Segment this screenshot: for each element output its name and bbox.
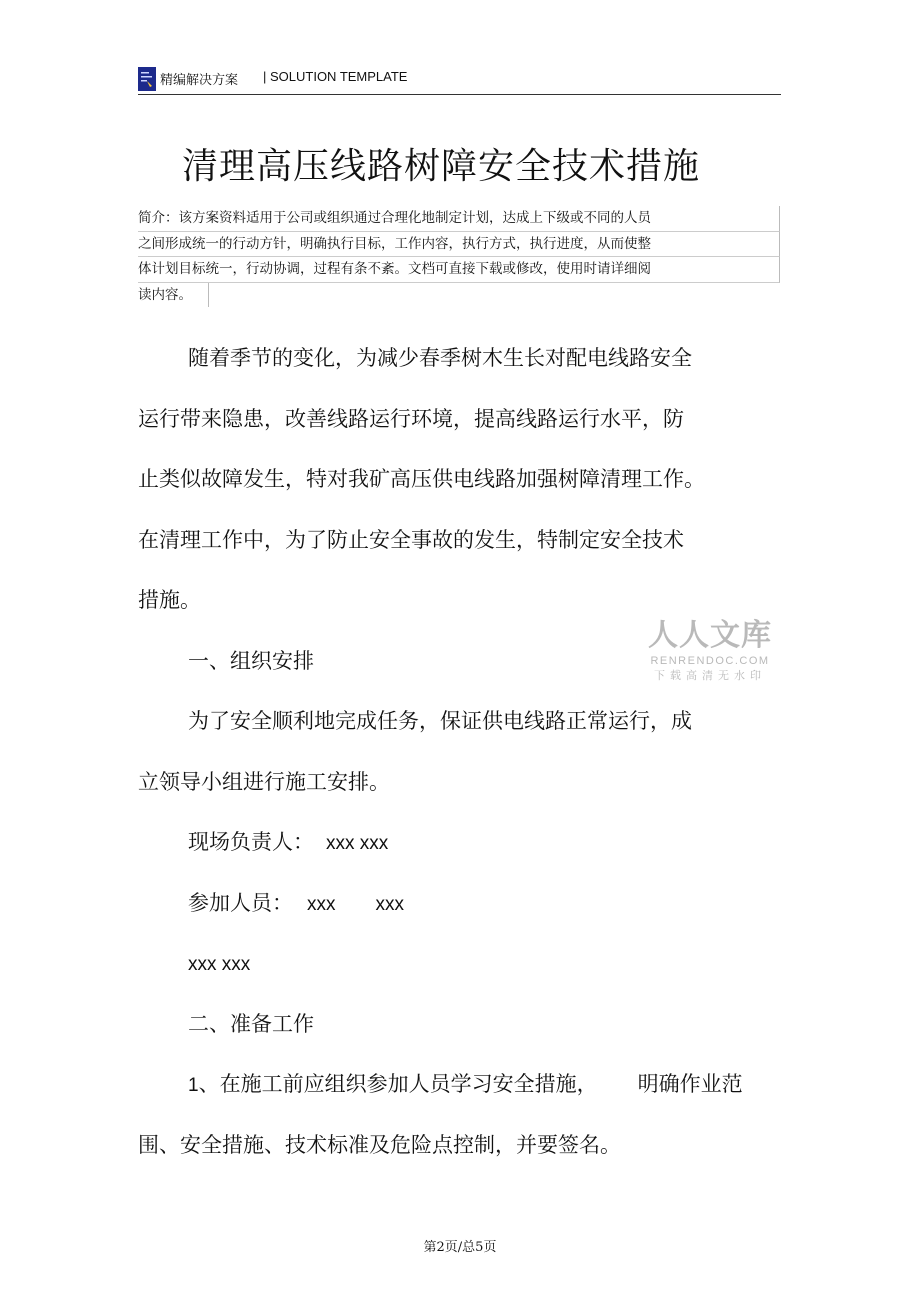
paragraph-line: 在清理工作中，为了防止安全事故的发生，特制定安全技术 xyxy=(138,527,684,552)
intro-line: 体计划目标统一，行动协调，过程有条不紊。文档可直接下载或修改，使用时请详细阅 xyxy=(138,257,780,283)
paragraph-line: 随着季节的变化，为减少春季树木生长对配电线路安全 xyxy=(188,346,692,370)
paragraph-line: 为了安全顺利地完成任务，保证供电线路正常运行，成 xyxy=(188,709,692,733)
section-heading: 一、组织安排 xyxy=(188,648,314,673)
members-label: 参加人员： xyxy=(188,890,293,915)
list-item-number: 1 xyxy=(188,1075,199,1096)
watermark-subtitle: 下载高清无水印 xyxy=(654,669,766,682)
lead-label: 现场负责人： xyxy=(188,830,314,854)
watermark xyxy=(645,618,775,684)
lead-line xyxy=(138,812,778,873)
list-item-text: 、在施工前应组织参加人员学习安全措施， xyxy=(198,1072,598,1096)
paragraph-line: 运行带来隐患，改善线路运行环境，提高线路运行水平，防 xyxy=(138,406,684,431)
intro-line: 读内容。 xyxy=(138,283,209,308)
page-header xyxy=(138,64,781,95)
paragraph-line: 立领导小组进行施工安排。 xyxy=(138,769,390,794)
intro-line: 简介：该方案资料适用于公司或组织通过合理化地制定计划，达成上下级或不同的人员 xyxy=(138,206,780,232)
paragraph-line: 止类似故障发生，特对我矿高压供电线路加强树障清理工作。 xyxy=(138,467,705,491)
document-body xyxy=(138,328,778,1175)
intro-line: 之间形成统一的行动方针，明确执行目标，工作内容，执行方式，执行进度，从而使整 xyxy=(138,232,780,258)
member-name: xxx xyxy=(375,893,404,915)
document-title: 清理高压线路树障安全技术措施 xyxy=(181,146,700,187)
members-line xyxy=(138,873,778,934)
document-logo-icon xyxy=(138,67,156,91)
intro-box xyxy=(138,206,780,307)
paragraph-line: 措施。 xyxy=(138,588,201,612)
section-heading: 二、准备工作 xyxy=(188,1011,314,1036)
watermark-title: 人人文库 xyxy=(648,618,772,653)
members-more-line xyxy=(138,933,778,994)
header-brand-en: | SOLUTION TEMPLATE xyxy=(263,69,408,84)
watermark-url: RENRENDOC.COM xyxy=(650,655,770,667)
list-item-line: 围、安全措施、技术标准及危险点控制，并要签名。 xyxy=(138,1132,621,1157)
lead-names: xxx xxx xyxy=(326,833,389,854)
list-item-text: 明确作业范 xyxy=(637,1072,743,1096)
member-name: xxx xyxy=(307,893,336,915)
list-item-line xyxy=(138,1054,778,1115)
header-brand-cn: 精编解决方案 xyxy=(160,73,239,88)
page-footer: 第2页/总5页 xyxy=(423,1240,497,1255)
member-names: xxx xxx xyxy=(188,954,251,975)
